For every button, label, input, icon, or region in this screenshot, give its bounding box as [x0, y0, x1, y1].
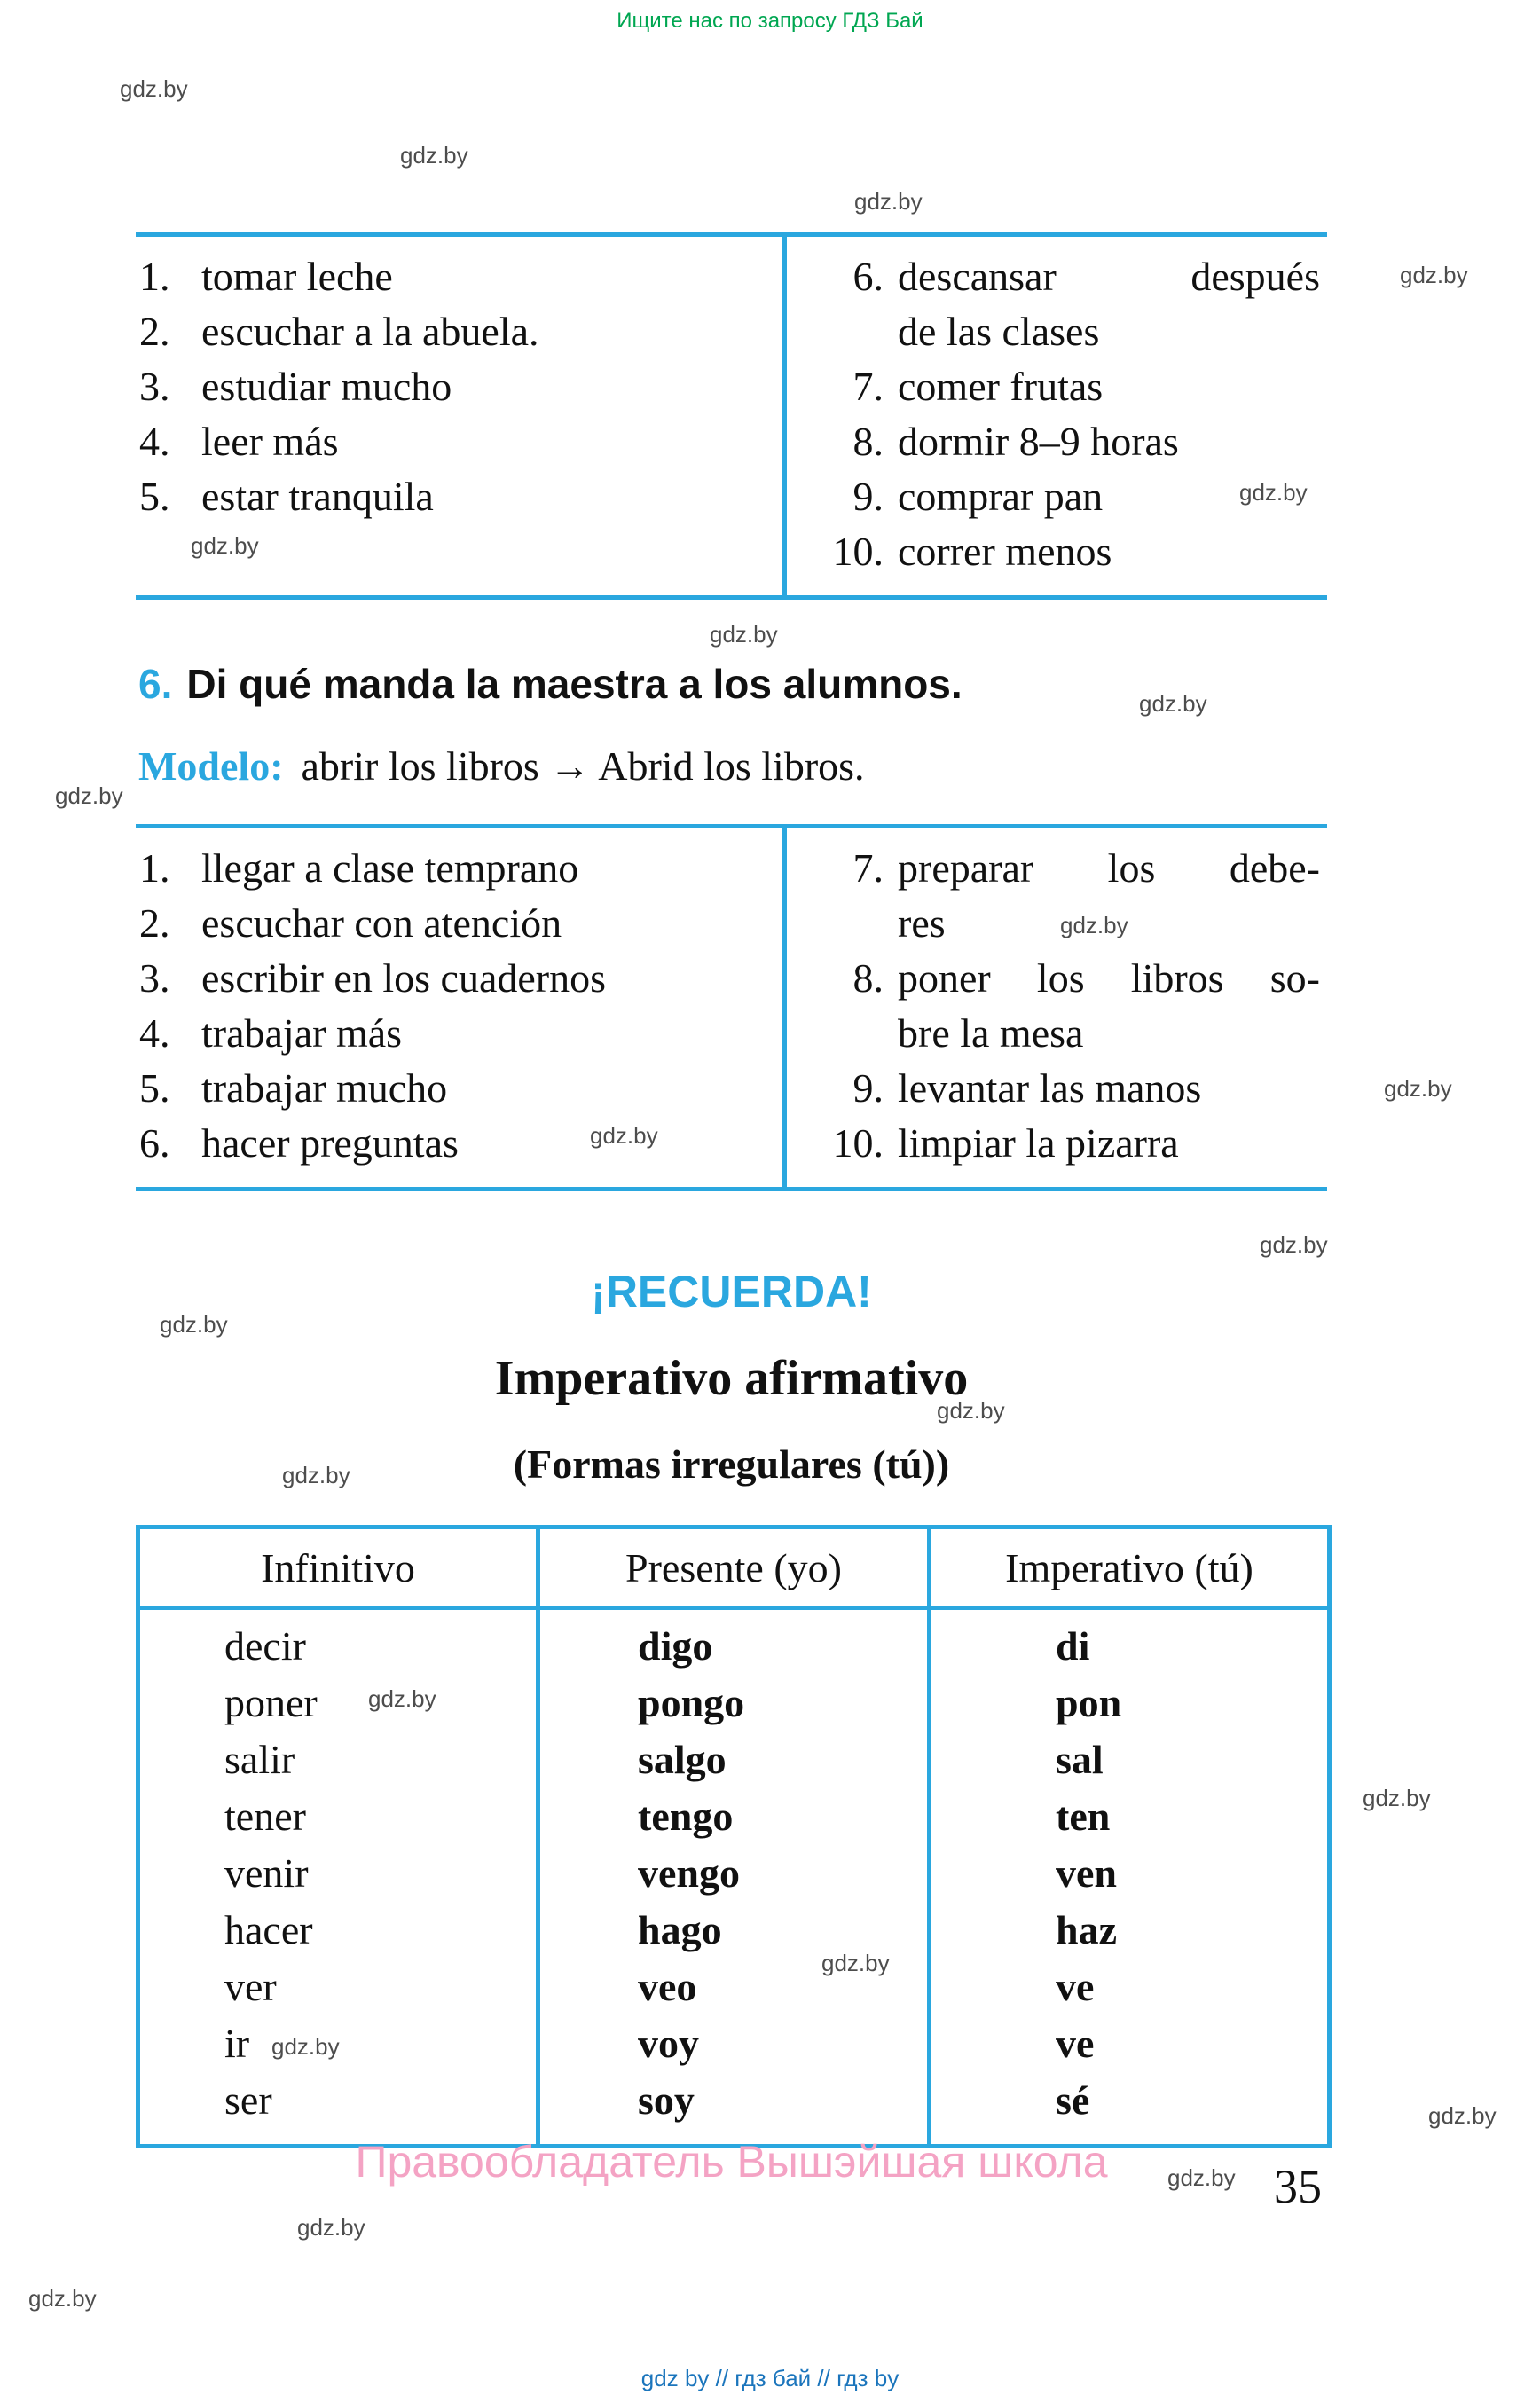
list-item-number: 3. — [139, 364, 170, 409]
list-item-number: 6. — [139, 1120, 170, 1166]
list-item — [139, 1006, 782, 1061]
list-item — [139, 1116, 782, 1171]
exercise5-answer-list — [136, 232, 1327, 600]
table-cell: hacer — [138, 1902, 538, 1959]
gdz-watermark: gdz.by — [120, 75, 188, 102]
list-item-text: comer frutas — [898, 364, 1104, 409]
formas-subtitle: (Formas irregulares (tú)) — [513, 1441, 950, 1487]
list-item-number: 9. — [852, 474, 884, 519]
table-cell: digo — [538, 1608, 930, 1676]
list-item — [139, 304, 782, 359]
exercise6-answer-list — [136, 824, 1327, 1191]
list-item — [813, 524, 1320, 579]
table-cell: ser — [138, 2072, 538, 2147]
table-row — [138, 1902, 1330, 1959]
col-header-presente: Presente (yo) — [538, 1527, 930, 1608]
table-header-row — [138, 1527, 1330, 1608]
table-cell: poner — [138, 1675, 538, 1732]
table-cell: sé — [930, 2072, 1330, 2147]
list-item — [139, 249, 782, 304]
gdz-watermark: gdz.by — [821, 1950, 890, 1976]
gdz-watermark: gdz.by — [297, 2214, 365, 2241]
list-item-number: 4. — [139, 1010, 170, 1056]
list2-right-column — [782, 828, 1327, 1187]
list-item — [813, 951, 1320, 1061]
list-item-text: hacer preguntas — [201, 1120, 459, 1166]
table-cell: sal — [930, 1732, 1330, 1788]
list-item-number: 10. — [832, 1120, 884, 1166]
list-item-number: 8. — [852, 419, 884, 464]
table-cell: veo — [538, 1959, 930, 2015]
gdz-watermark: gdz.by — [160, 1311, 228, 1338]
table-cell: soy — [538, 2072, 930, 2147]
list-item — [139, 414, 782, 469]
list-item-number: 7. — [852, 845, 884, 891]
modelo-label: Modelo: — [138, 743, 284, 789]
imperativo-title: Imperativo afirmativo — [494, 1351, 969, 1406]
recuerda-title: ¡RECUERDA! — [591, 1267, 872, 1316]
page-number: 35 — [1274, 2160, 1322, 2213]
list-item-number: 3. — [139, 955, 170, 1001]
table-row — [138, 1675, 1330, 1732]
exercise-title: Di qué manda la maestra a los alumnos. — [186, 661, 962, 707]
list-item-text: limpiar la pizarra — [898, 1120, 1179, 1166]
gdz-watermark: gdz.by — [1428, 2102, 1497, 2129]
gdz-watermark: gdz.by — [368, 1685, 436, 1712]
gdz-watermark: gdz.by — [710, 621, 778, 648]
list-item-text: escuchar a la abuela. — [201, 309, 539, 354]
list-item-text: leer más — [201, 419, 339, 464]
table-cell: tengo — [538, 1788, 930, 1845]
list-item-number: 10. — [832, 529, 884, 574]
gdz-watermark: gdz.by — [1139, 690, 1207, 717]
gdz-watermark: gdz.by — [1384, 1075, 1452, 1102]
list-item-text: trabajar más — [201, 1010, 403, 1056]
col-header-imperativo: Imperativo (tú) — [930, 1527, 1330, 1608]
gdz-watermark: gdz.by — [937, 1397, 1005, 1424]
table-cell: ver — [138, 1959, 538, 2015]
gdz-watermark: gdz.by — [1060, 912, 1128, 938]
list-item-text: descansar después de las clases — [898, 254, 1320, 354]
table-cell: ve — [930, 1959, 1330, 2015]
list-item-text: preparar los debe- res — [898, 845, 1320, 946]
list-item-number: 8. — [852, 955, 884, 1001]
table-row — [138, 1959, 1330, 2015]
modelo-line — [138, 742, 865, 789]
exercise-number: 6. — [138, 661, 173, 707]
list-item — [139, 359, 782, 414]
table-cell: haz — [930, 1902, 1330, 1959]
table-cell: ve — [930, 2015, 1330, 2072]
list-item — [813, 414, 1320, 469]
gdz-watermark: gdz.by — [191, 532, 259, 559]
list2-left-column — [136, 828, 782, 1187]
list-item-number: 2. — [139, 309, 170, 354]
gdz-watermark: gdz.by — [271, 2033, 340, 2060]
list-item-number: 6. — [852, 254, 884, 299]
table-cell: vengo — [538, 1845, 930, 1902]
verb-table-body — [138, 1608, 1330, 2147]
table-row — [138, 1732, 1330, 1788]
footer-links[interactable]: gdz by // гдз бай // гдз by — [640, 2365, 900, 2391]
list-item-number: 1. — [139, 845, 170, 891]
list1-right-column — [782, 237, 1327, 595]
list-item-text: estar tranquila — [201, 474, 434, 519]
list-item-number: 1. — [139, 254, 170, 299]
list-item — [139, 951, 782, 1006]
gdz-watermark: gdz.by — [282, 1462, 350, 1488]
list-item-number: 2. — [139, 900, 170, 946]
list-item-text: escribir en los cuadernos — [201, 955, 607, 1001]
table-cell: salir — [138, 1732, 538, 1788]
list-item — [139, 469, 782, 524]
table-row — [138, 1788, 1330, 1845]
exercise6-heading — [138, 660, 962, 708]
table-cell: tener — [138, 1788, 538, 1845]
table-cell: ten — [930, 1788, 1330, 1845]
list-item — [139, 1061, 782, 1116]
list-item-number: 7. — [852, 364, 884, 409]
list-item-text: levantar las manos — [898, 1065, 1202, 1111]
table-cell: hago — [538, 1902, 930, 1959]
list-item — [139, 896, 782, 951]
list-item-number: 5. — [139, 474, 170, 519]
table-cell: pongo — [538, 1675, 930, 1732]
list-item — [813, 359, 1320, 414]
gdz-watermark: gdz.by — [590, 1122, 658, 1149]
list-item-text: dormir 8–9 horas — [898, 419, 1179, 464]
col-header-infinitivo: Infinitivo — [138, 1527, 538, 1608]
table-cell: decir — [138, 1608, 538, 1676]
list-item-text: poner los libros so- bre la mesa — [898, 955, 1320, 1056]
gdz-watermark: gdz.by — [55, 782, 123, 809]
table-cell: venir — [138, 1845, 538, 1902]
gdz-watermark: gdz.by — [1363, 1785, 1431, 1811]
list-item — [813, 249, 1320, 359]
gdz-watermark: gdz.by — [400, 142, 468, 169]
list-item-text: escuchar con atención — [201, 900, 562, 946]
list-item-text: llegar a clase temprano — [201, 845, 579, 891]
list-item-number: 5. — [139, 1065, 170, 1111]
gdz-watermark: gdz.by — [1167, 2164, 1236, 2191]
list-item-text: correr menos — [898, 529, 1112, 574]
gdz-watermark: gdz.by — [1400, 262, 1468, 288]
table-cell: di — [930, 1608, 1330, 1676]
copyright-line: Правообладатель Вышэйшая школа — [355, 2137, 1108, 2187]
table-cell: pon — [930, 1675, 1330, 1732]
table-row — [138, 1845, 1330, 1902]
table-row — [138, 1608, 1330, 1676]
table-cell: ven — [930, 1845, 1330, 1902]
gdz-watermark: gdz.by — [1239, 479, 1308, 506]
list-item-number: 4. — [139, 419, 170, 464]
list-item-number: 9. — [852, 1065, 884, 1111]
list-item-text: comprar pan — [898, 474, 1104, 519]
gdz-watermark: gdz.by — [1260, 1231, 1328, 1258]
modelo-text: abrir los libros → Abrid los libros. — [301, 743, 865, 789]
list-item — [813, 1116, 1320, 1171]
gdz-watermark: gdz.by — [854, 188, 923, 215]
table-row — [138, 2072, 1330, 2147]
table-cell: salgo — [538, 1732, 930, 1788]
table-cell: ir — [138, 2015, 538, 2072]
table-cell: voy — [538, 2015, 930, 2072]
top-banner: Ищите нас по запросу ГДЗ Бай — [617, 9, 923, 33]
list-item — [813, 1061, 1320, 1116]
list-item — [139, 841, 782, 896]
list-item-text: trabajar mucho — [201, 1065, 448, 1111]
list-item-text: tomar leche — [201, 254, 393, 299]
gdz-watermark: gdz.by — [28, 2285, 97, 2312]
list-item-text: estudiar mucho — [201, 364, 452, 409]
